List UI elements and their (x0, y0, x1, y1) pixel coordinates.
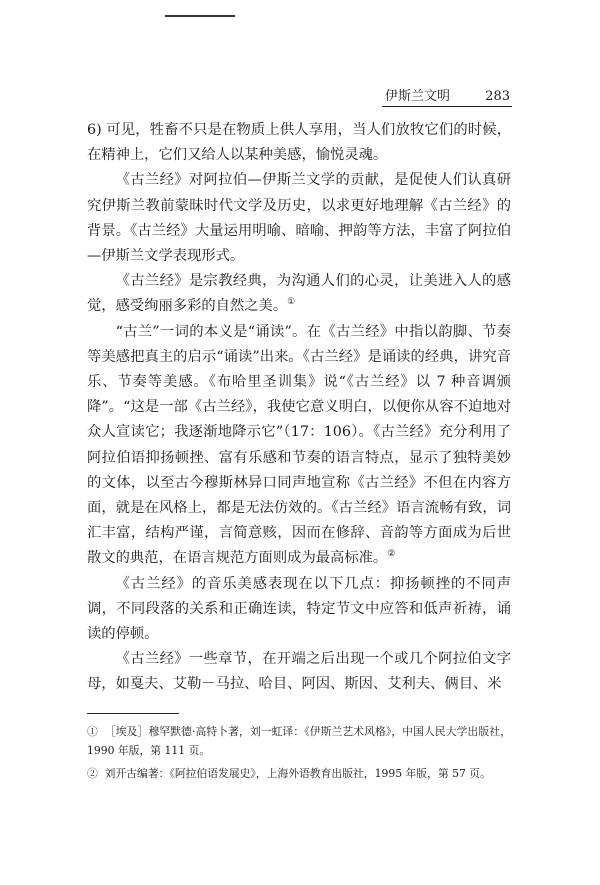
paragraph-4-text: “古兰”一词的本义是“诵读”。在《古兰经》中指以韵脚、节奏等美感把真主的启示“诵读”出来。《古兰经》是诵读的经典，讲究音乐、节奏等美感。《布哈里圣训集》说“《古兰经》以 7 种音调颁降”。“这是一部《古兰经》，我使它意义明白，以便你从容不迫地对众人宣读它；我逐渐地降示它”（17：106）。《古兰经》充分利用了阿拉伯语抑扬顿挫、富有乐感和节奏的语言特点，显示了独特美妙的文体，以至古今穆斯林异口同声地宣称《古兰经》不但在内容方面，就是在风格上，都是无法仿效的。《古兰经》语言流畅有致，词汇丰富，结构严谨，言简意赅，因而在修辞、音韵等方面成为后世散文的典范，在语言规范方面则成为最高标准。 (87, 323, 511, 567)
paragraph-6-text: 《古兰经》一些章节，在开端之后出现一个或几个阿拉伯文字母，如戛夫、艾勒－马拉、哈目、阿因、斯因、艾利夫、俩目、米 (87, 651, 511, 693)
footnote-2-text: 刘开古编著：《阿拉伯语发展史》，上海外语教育出版社，1995 年版，第 57 页。 (104, 767, 491, 780)
footnote-2 (87, 764, 511, 783)
paragraph-6 (87, 647, 511, 697)
paragraph-1 (87, 118, 511, 168)
top-rule (165, 15, 235, 17)
header-rule (382, 106, 512, 107)
footnotes (87, 722, 511, 787)
footnote-1 (87, 722, 511, 760)
running-title: 伊斯兰文明 (385, 89, 451, 104)
paragraph-5 (87, 572, 511, 648)
paragraph-2 (87, 168, 511, 269)
footnote-1-text: ［埃及］穆罕默德·高特卜著，刘一虹译：《伊斯兰艺术风格》，中国人民大学出版社，1990 年版，第 111 页。 (87, 725, 511, 757)
paragraph-4 (87, 320, 511, 572)
paragraph-3-text: 《古兰经》是宗教经典，为沟通人们的心灵，让美进入人的感觉，感受绚丽多彩的自然之美。 (87, 273, 511, 315)
paragraph-2-text: 《古兰经》对阿拉伯—伊斯兰文学的贡献，是促使人们认真研究伊斯兰教前蒙昧时代文学及历史，以求更好地理解《古兰经》的背景。《古兰经》大量运用明喻、暗喻、押韵等方法，丰富了阿拉伯—伊斯兰文学表现形式。 (87, 172, 511, 265)
footnote-1-marker: ① (87, 725, 98, 738)
footnote-ref-2[interactable]: ② (387, 549, 396, 560)
footnote-2-marker: ② (87, 767, 98, 780)
paragraph-5-text: 《古兰经》的音乐美感表现在以下几点：抑扬顿挫的不同声调，不同段落的关系和正确连读，特定节文中应答和低声祈祷，诵读的停顿。 (87, 575, 511, 643)
paragraph-1-text: 6) 可见，牲畜不只是在物质上供人享用，当人们放牧它们的时候，在精神上，它们又给人以某种美感，愉悦灵魂。 (87, 122, 511, 164)
page-number: 283 (485, 89, 510, 104)
footnote-ref-1[interactable]: ① (287, 297, 296, 308)
paragraph-3 (87, 269, 511, 319)
footnote-rule (87, 713, 179, 714)
body-text (87, 118, 511, 698)
running-head (385, 89, 510, 105)
